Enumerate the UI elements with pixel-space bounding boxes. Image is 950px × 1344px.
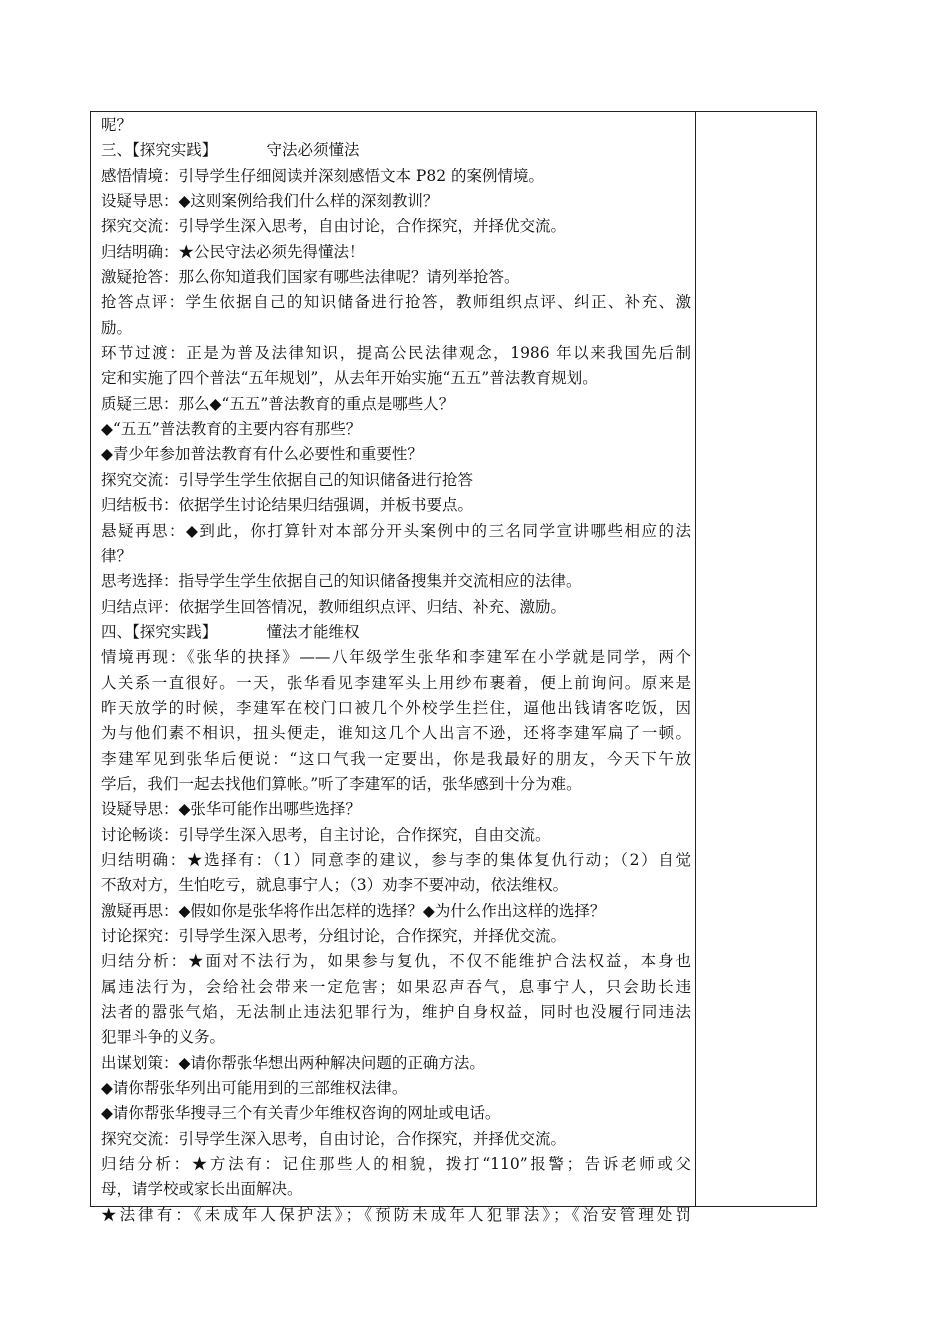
text-line: 归结明确：★公民守法必须先得懂法！ <box>101 242 365 261</box>
text-line: ★法律有：《未成年人保护法》；《预防未成年人犯罪法》；《治安管理处罚 <box>101 1205 691 1224</box>
text-line: ◆请你帮张华搜寻三个有关青少年维权咨询的网址或电话。 <box>101 1104 501 1123</box>
text-line: 抢答点评：学生依据自己的知识储备进行抢答，教师组织点评、纠正、补充、激 <box>101 293 691 312</box>
text-line: 归结板书：依据学生讨论结果归结强调，并板书要点。 <box>101 496 474 515</box>
text-line: 讨论探究：引导学生深入思考，分组讨论，合作探究，并择优交流。 <box>101 927 567 945</box>
text-line: 属违法行为，会给社会带来一定危害；如果忍声吞气，息事宁人，只会助长违 <box>101 977 691 996</box>
text-line: 李建军见到张华后便说：“这口气我一定要出，你是我最好的朋友，今天下午放 <box>101 749 691 768</box>
text-line: 设疑导思：◆这则案例给我们什么样的深刻教训？ <box>101 192 439 211</box>
text-line: 质疑三思：那么◆“五五”普法教育的重点是哪些人？ <box>101 394 455 413</box>
text-line: 探究交流：引导学生深入思考，自由讨论，合作探究，并择优交流。 <box>101 217 567 236</box>
text-line: 人关系一直很好。一天，张华看见李建军头上用纱布裹着，便上前询问。原来是 <box>101 673 691 692</box>
text-line: 法者的嚣张气焰，无法制止违法犯罪行为，维护自身权益，同时也没履行同违法 <box>101 1003 691 1022</box>
text-line: 探究交流：引导学生学生依据自己的知识储备进行抢答 <box>101 470 474 489</box>
text-line: 归结分析：★面对不法行为，如果参与复仇，不仅不能维护合法权益，本身也 <box>101 952 691 971</box>
text-line: 激疑抢答：那么你知道我们国家有哪些法律呢？请列举抢答。 <box>101 268 520 287</box>
text-line: 律？ <box>101 546 133 565</box>
text-line: 悬疑再思：◆到此，你打算针对本部分开头案例中的三名同学宣讲哪些相应的法 <box>101 521 691 540</box>
text-line: 犯罪斗争的义务。 <box>101 1028 226 1047</box>
text-line: 情境再现：《张华的抉择》——八年级学生张华和李建军在小学就是同学，两个 <box>101 648 691 667</box>
text-line: 昨天放学的时候，李建军在校门口被几个外校学生拦住，逼他出钱请客吃饭，因 <box>101 698 691 717</box>
text-line: 感悟情境：引导学生仔细阅读并深刻感悟文本 P82 的案例情境。 <box>101 166 545 185</box>
text-line: ◆“五五”普法教育的主要内容有那些？ <box>101 420 362 439</box>
text-line: 激疑再思：◆假如你是张华将作出怎样的选择？◆为什么作出这样的选择？ <box>101 901 606 920</box>
text-line: 三、【探究实践】 守法必须懂法 <box>101 141 360 160</box>
text-line: 探究交流：引导学生深入思考，自由讨论，合作探究，并择优交流。 <box>101 1129 567 1148</box>
text-line: 为与他们素不相识，扭头便走，谁知这几个人出言不逊，还将李建军扁了一顿。 <box>101 724 691 743</box>
text-line: 四、【探究实践】 懂法才能维权 <box>101 622 360 641</box>
text-line: 出谋划策：◆请你帮张华想出两种解决问题的正确方法。 <box>101 1053 485 1072</box>
text-line: ◆青少年参加普法教育有什么必要性和重要性？ <box>101 445 423 464</box>
lesson-plan-table <box>90 111 817 1224</box>
text-line: 归结明确：★选择有：（1）同意李的建议，参与李的集体复仇行动；（2）自觉 <box>101 850 691 869</box>
text-line: 讨论畅谈：引导学生深入思考，自主讨论，合作探究，自由交流。 <box>101 825 551 844</box>
text-line: 励。 <box>101 318 133 337</box>
text-line: 归结分析：★方法有：记住那些人的相貌，拨打“110”报警；告诉老师或父 <box>101 1155 691 1174</box>
text-line: 归结点评：依据学生回答情况，教师组织点评、归结、补充、激励。 <box>101 597 567 616</box>
notes-column-cell <box>696 112 816 1206</box>
text-line: 定和实施了四个普法“五年规划”，从去年开始实施“五五”普法教育规划。 <box>101 369 598 388</box>
text-line: 环节过渡：正是为普及法律知识，提高公民法律观念，1986 年以来我国先后制 <box>101 344 691 363</box>
text-line: 不敌对方，生怕吃亏，就息事宁人；（3）劝李不要冲动，依法维权。 <box>101 876 569 895</box>
text-line: 呢？ <box>101 116 133 134</box>
text-line: ◆请你帮张华列出可能用到的三部维权法律。 <box>101 1079 408 1098</box>
lesson-content-cell <box>101 114 691 1229</box>
text-line: 学后，我们一起去找他们算帐。”听了李建军的话，张华感到十分为难。 <box>101 774 582 793</box>
text-line: 设疑导思：◆张华可能作出哪些选择？ <box>101 800 361 819</box>
text-line: 思考选择：指导学生学生依据自己的知识储备搜集并交流相应的法律。 <box>101 572 582 591</box>
text-line: 母，请学校或家长出面解决。 <box>101 1180 303 1199</box>
